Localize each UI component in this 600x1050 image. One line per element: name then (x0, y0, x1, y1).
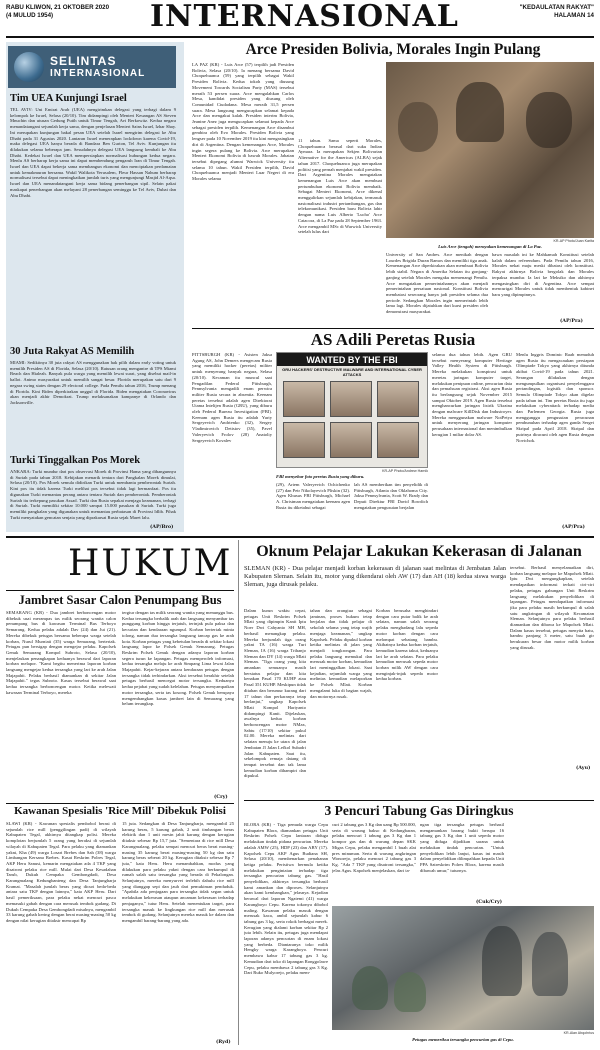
header-rule (6, 36, 594, 38)
arce-photo-credit: KR-AP Photo/Juan Karita (553, 239, 594, 243)
gas-photo-caption: Petugas memeriksa tersangka pencurian gas di Cepu. (412, 1037, 514, 1042)
gas-headline: 3 Pencuri Tabung Gas Diringkus (324, 803, 514, 818)
arce-credit: (AP/Pra) (560, 318, 583, 324)
rusia-photo-caption: FBI menyebar foto peretas Rusia yang diburu. (276, 474, 365, 479)
story-divider (6, 803, 234, 804)
arce-photo (386, 62, 594, 238)
suspect-photo (377, 422, 419, 458)
fbi-subtitle: GRU HACKERS' DESTRUCTIVE MALWARE AND INTERNATIONAL CYBER ATTACKS (282, 367, 422, 377)
section-masthead: INTERNASIONAL (150, 0, 459, 34)
hijri-line: (4 MULUD 1954) (6, 12, 54, 19)
rice-col2: 15 juta. Sedangkan di Desa Tanjungharja, mengambil 25 karung beras, 5 karung gabah, 2 unit timbangan beras elektrik dan 1 unit mesin jahit karung dengan kerugian ditaksir sebesar Rp 15,7 juta. "Sementara di rice mill Desa Karangmalang, pelaku sempat mencuri beras berat masing-masing 35 karung berat masing-masing 50 kg dan satu karung beras seberat 20 kg. Kerugian ditaksir sebesar Rp 7 juta," kata Heru. Heru menambahkan, modus yang dilakukan para pelaku yakni dengan cara berkumpul di rumah salah satu tersangka yang berada di Pekalongan. Selanjutnya, mereka menyurvei terlebih dahulu rice mill yang dianggap sepi dan jauh dari pemukiman penduduk. "Apabila ada penjagaan para tersangka tidak segan untuk melakukan kekerasan ataupun ancaman kekerasan terhadap penjaganya," tutur Heru. Setelah menentukan target, para tersangka masuk ke lingkungan rice mill dan merusak tembok di gudang. Selanjutnya mereka masuk ke dalam dan mengambil barang-barang yang ada. (122, 821, 234, 923)
gas-cylinder-shape (394, 972, 426, 1012)
jambret-col2: tergiur dengan tas milik seorang wanita yang menunggu bus. Kedua tersangka berbalik arah dan langsung menyambar tas punggung korban hingga terjatuh, terinjak pula paksa dan kecurian dan kendaraan ngumpul. Korban berteriak minta tolong, namun dua tersangka langsung tancap gas ke arah kota. Korban petugas yang kebetulan berada di sekitar lokasi langsung lapor ke Polsek Genuk Semarang. Petugas Reskrim Polsek Genuk dengan adanya laporan korban segera turun ke lapangan. Petugas memperoleh informasi, kedua tersangka melaju ke arah Simpang Lima lewat Jalan Majapahit. Kejar-kejaran antara kendaraan petugas dengan tersangka tidak terhindarkan. Aksi tersebut berakhir setelah petugas berhasil mencegat motor tersangka. Keduanya kedua pejabat yang sudah kelelahan. Petugas menyampaikan motor tersangka, serta tas kosong. Polsek Genuk berupaya mengembangkan kasus jambret lain di Semarang yang belum terungkap. (122, 610, 234, 707)
rusia-col3: lah AS memberikan tim penyelidik di Pittsburgh, Atlanta dan Oklahoma City. Jaksa Pennsylvania, Scott W. Brady dan Deputi Direktur FBI David Bowdich mengatakan pengusutan berjalan (354, 482, 428, 510)
rusia-photo-credit: KR-AP Photo/Andrew Harnik (382, 469, 428, 473)
header-date (6, 4, 109, 20)
photo-figure (526, 92, 572, 148)
section-rule (6, 536, 594, 538)
header-paper (520, 4, 594, 20)
suspect-photo (330, 422, 372, 458)
story-headline: 30 Juta Rakyat AS Memilih (10, 346, 135, 357)
hukum-rule (6, 590, 234, 591)
story-body: MIAMI: Sedikitnya 30 juta rakyat AS menggunakan hak pilih dalam early voting untuk memilih Presiden AS di Florida, Selasa (20/10). Ratusan orang mengantre di TPS Miami Beach dan Hialeah. Banyak pula warga yang memilih lewat surat, yang disebut mail-in ballot. Animo masyarakat untuk memilih sangat besar. Florida merupakan satu dari 9 negara swing states dengan 29 electoral college. Pada Pemilu tahun 2016, Trump menang di Florida. Kini Biden diperkirakan unggul di Florida. Biden mengatakan Coronavirus akan menjadi akhir Demokrat. Trump melaksanakan kampanye di Orlando dan Jacksonville. (10, 360, 176, 405)
paper-name: "KEDAULATAN RAKYAT" (519, 4, 594, 11)
suspect-photo (283, 381, 325, 417)
oknum-headline: Oknum Pelajar Lakukan Kekerasan di Jalanan (256, 543, 582, 560)
photo-figure (482, 926, 522, 996)
oknum-lede: SLEMAN (KR) - Dua pelajar menjadi korban kekerasan di jalanan saat melintas di Jembatan Jalan Kabupaten Sleman. Selain itu, motor yang dikendarai oleh AW (17) dan AH (18) kedua siswa warga Sleman, juga dirusak pelaku. (244, 565, 506, 588)
arce-col4: bawa masalah ini ke Mahkamah Konstitusi setelah kalah dalam referendum. Pada Pemilu tahun 2016, Morales nekat maju meski dibatasi oleh konstitusi. Rakyat akhirnya Bolivia bergolak dan Morales terpaksa mundur. Ia lari ke Meksiko dan akhirnya mengasingkan diri di Argentina. Arce sempat mencurigai Morales untuk tidak membentuk kabinet baru yang dipimpinnya. (492, 252, 594, 297)
gas-col3: ngan tiga tersangka petugas berhasil mengamankan barang bukti berupa 16 tabung gas 3 Kg dan 1 unit sepeda motor yang diduga dijadikan sarana untuk melakukan tindak pencurian. "Untuk penyelidikan lebih lanjut, kasus ini masih dalam penyelidikan dilimpahkan kepada Unit PPA Satreskrim Polres Blora, karena masih dibawah umur," tuturnya. (420, 822, 504, 873)
rusia-col1: PITTSBURGH (KR) - Asisten Jaksa Agung AS, John Demers mengecam Rusia yang memiliki hacker (peretas) militer untuk menyerang banyak negara, Selasa (20/10). Kecaman itu muncul saat Pengadilan Federal Pittsburgh, Pennsylvania mengadili enam perwira militer Rusia secara in absentia. Keenam peretas tersebut adalah agen Direktorat Utama Intelijen Rusia (GRU), yang diburu oleh Federal Bureau Investigation (FBI). Keenam agen Rusia itu adalah Yuriy Sergeyevich Andrienko (32), Sergey Vladimirovich Detistov (35), Pavel Valeryevich Frolov (28) Anatoliy Sergeyevich Kovalev (192, 352, 272, 443)
gas-credit: (Cuk/Cry) (476, 899, 503, 905)
page-indicator: HALAMAN 14 (554, 12, 594, 19)
story-headline: Tim UEA Kunjungi Israel (10, 93, 127, 104)
oknum-col4: tersebut. Berhasil menyelamatkan diri, korban langsung melapor ke Mapolsek Mlati. Iptu Dwi mengungkapkan, setelah mendapatkan informasi terkait ciri-ciri pelaku, petugas gabungan Unit Reskrim langsung melakukan penyelidikan di lapangan. Petugas mendapatkan informasi jika para pelaku masih berkumpul di salah satu angkringan di wilayah Kecamatan Sleman. Selanjutnya para pelaku berhasil diamankan dan dibawa ke Mapolsek Mlati. Dalam kasus tersebut, petugas menyita batu, bambu panjang 3 meter, satu buah gir berukuran besar dan motor milik korban yang dirusak. (510, 565, 594, 650)
rice-col1: SLAWI (KR) - Kawanan spesialis pembobol berasi di sejumlah rice mill (penggilingan padi) di wilayah Kabupaten Tegal, akhirnya ditangkap polisi. Mereka komplotan berjumlah 5 orang yang beraksi di sejumlah wilayah di Kabupaten Tegal. Para pelaku yang diamankan yakni, Kha (49) warga Losari Brebes dan Sah (38) warga Limbangan Kersana Brebes. Kasat Reskrim Polres Tegal, AKP Heru Sanusi, kemarin mengatakan ada 4 TKP yang disatroni pelaku rice mill. Mulai dari Desa Kesadahan Tarub, Dukuh Cempaka Gembongdadi, Desa Karangmalang Kedungbanteng dan Desa Tanjungharja Kramat. "Masalah jumlah beras yang dicuri beda-beda antara satu TKP dengan lainnya," kata AKP Heru. Dari hasil pemeriksaan, para pelaku nekat mencuri pasca memasuki gabah dengan cara merusak tembok gudang. Di Dukuh Cempaka Desa Gembongdadi misalnya, mengambil 33 karung gabah kering dengan berat masing-masing 50 kg dengan nilai kerugian ditaksir mencapai Rp (6, 821, 116, 923)
hukum-section-title: HUKUM (68, 543, 233, 584)
rusia-headline: AS Adili Peretas Rusia (310, 330, 476, 349)
story-credit: (AP/Bro) (150, 524, 174, 530)
arce-col1: LA PAZ (KR) - Luis Arce (57) terpilih jadi Presiden Bolivia, Selasa (20/10). Ia menang bersama David Choquehuanca (59) yang terpilih sebagai Wakil Presiden Bolivia. Kedua tokoh yang diusung Movement Towards Socialism Party (MAS) tersebut meraih 53 persen suara. Arce mengalahkan Carlos Mesa, kandidat presiden yang diusung oleh Comunidad Ciudadana. Mesa meraih 31,5 persen suara. Mesa langsung mengucapkan selamat kepada Arce dan mengakui kalah. Presiden interim Bolivia, Jeanine Anez juga mengucapkan selamat kepada Arce sebagai presiden terpilih. Kemenangan Arce disambut gembira oleh Evo Morales. Presiden Bolivia yang lengser pada 10 November 2019 itu kini mengasingkan diri di Argentina. Dengan kemenangan Arce, Morales ingin segera pulang ke Bolivia. Arce merupakan Menteri Ekonomi Bolivia di bawah Morales. Jabatan tersebut dipegang alumni Warwick University itu selama 10 tahun. Wakil Presiden terpilih, David Choquehuanca menjadi Menteri Luar Negeri di era Morales selama (192, 62, 294, 182)
oknum-credit: (Ayu) (576, 765, 591, 771)
suspect-photo (377, 381, 419, 417)
story-divider (244, 800, 594, 801)
arce-photo-caption: Luis Arce (tengah) merayakan kemenangan di La Paz. (438, 244, 542, 249)
rice-credit: (Ryd) (216, 1039, 231, 1045)
oknum-col1: Dalam kurun waktu cepat, petugas Unit Reskrim Polsek Mlati yang dipimpin Kanit Iptu Noer Dwi Cahyanto SH MH, berhasil menangkap pelaku. Mereka berjumlah tiga orang yakni TA (16) warga Turi Sleman, IA (16) warga Trihanjo Sleman dan DY (14) warga Mlati Sleman. "Tiga orang yang kita amankan semuanya masih berstatus pelajar dan kita kenakan Pasal 170 KUHP atau Pasal 351 KUHP. Meskipun tidak ditahan dan berumur kurang dari 17 tahun dan perkaranya tetap berlanjut," ungkap Kapolsek Mlati Kompol Hariyanto didampingi Kanit. Dijelaskan, awalnya kedua korban berboncengan motor NMax, Sabtu (17/10) sekitar pukul 02.00. Mereka melintas dari selatan menuju ke utara di jalan Jembatan Jl Jalan Lefkol Subadri Jalan Kabupaten. Saat itu, sekelompok remaja datang di tempat tersebut dan tak lama kemudian korban dihampiri dan dipukul. (244, 608, 306, 779)
gas-col1: BLORA (KR) - Tiga pemuda warga Cepu Kabupaten Blora, diamankan petugas Unit Reskrim Polsek Cepu lantaran diduga melakukan tindak pidana pencurian. Mereka adalah AMW (25), HDP (23) dan ABY (17). Kapolsek Cepu AKP Agus Budiana SH, Selasa (20/10), membenarkan penahanan ketiga pelaku. Peristiwa bermula ketika melakukan pengintaian terhadap tiga tersangka pencurian tabung gas. "Hasil penyelidikan, akhirnya tersangka berhasil kami amankan dan diproses. Selanjutnya akan kami kembangkan," jelasnya. Kejadian berawal dari laporan Ngatemi (41) warga Karangboyo Cepu. Karena tokonya dibobol maling. Kawanan pelaku masuk dengan merusak kaca, ambil sejumlah kabur 6 tabung gas 3 kg, serta rokok berbagai merek. Kerugian yang dialami korban sekitar Rp 2 juta lebih. Selain itu, petugas juga mendapat laporan adanya pencurian di enam lokasi yang berbeda. Diantaranya toko milik Hengky warga Karangboyo. Pencuri membawa kabur 17 tabung gas 3 kg. Kemudian dari toko di lapangan Ronggolawe Cepu, pelaku membawa 2 tabung gas 3 Kg. Dari Ruko Mulyorejo, pelaku mem- (244, 822, 328, 976)
hukum-section-box (6, 541, 234, 588)
rusia-col2: (29), Artem Valeryevich Ochichenko (27) dan Petr Nikolayevich Pliskin (32). Agen Khusus FBI Pittsburgh, Michael A. Christman mengatakan keenam agen Rusia itu diketahui sebagai (276, 482, 350, 510)
arce-col2: 11 tahun. Sama seperti Morales, Choquehuanca berasal dari suku Indian Aymara. Ia merupakan Sekjen Bolivarian Alternative for the Americas (ALBA) sejak tahun 2017. Choquehuanca juga merupakan politisi yang pernah menjabat wakil presiden. Dari Argentina Morales mengatakan kemenangan Luis Arce akan membuat pertumbuhan ekonomi Bolivia membaik. Sebagai Menteri Ekonomi, Arce dikenal menggulirkan sejumlah kebijakan, termasuk nasionalisasi industri pertambangan, gas dan telekomunikasi. Presiden baru Bolivia lahir dengan nama Luis Alberto 'Lucho' Arce Catacora, di La Paz pada 28 September 1963. Arce mengambil MSc di Warwick University setelah lulus dari (298, 138, 382, 235)
selintas-banner (8, 46, 176, 88)
story-divider (192, 328, 594, 329)
jambret-headline: Jambret Sasar Calon Penumpang Bus (18, 593, 222, 607)
arce-headline: Arce Presiden Bolivia, Morales Ingin Pulang (245, 41, 541, 58)
arce-col3: University of San Andres. Arce menikah dengan Lourdes Brigida Duran Ramos dan memiliki tiga anak. Kemenangan Arce diperkirakan akan membuat Bolivia lebih stabil. Negara di Amerika Selatan itu gonjang-ganjing setelah Morales mengaku memenangi Pemilu. Arce mengatakan pemerintahannya akan menjadi pemerintahan persatuan nasional. Konstitusi Bolivia membatasi seseorang hanya jadi presiden selama dua periode. Sedangkan Morales ingin memerintah lebih lama lagi. Morales dijatuhkan dari kursi presiden oleh demonstrasi masyarakat. (386, 252, 488, 315)
gas-col2: curi 2 tabung gas 3 Kg dan uang Rp 500.000, serta di warung bakso di Kedungbaran, pelaku mencuri 1 tabung gas 3 Kg dan 1 kompor gas dan di warung depan SKK Migas Cepu, pelaku mengambil 1 buah alat pres minuman. Serta di warung angkringan Wonorejo, pelaku mencuri 2 tabung gas 3 Kg. "Ada 7 TKP yang disatroni tersangka," jelas Agus. Kapolsek menjelaskan, dari ta- (332, 822, 416, 873)
selintas-label: SELINTAS (50, 54, 117, 68)
suspect-photo (330, 381, 372, 417)
photo-figure (456, 82, 504, 142)
rice-headline: Kawanan Spesialis 'Rice Mill' Dibekuk Polisi (14, 805, 226, 817)
oknum-col2: tahan dan orangtua sebagai jaminan, proses hukum tetap berjalan dan tidak pelajar di sekolah selama yang tetap wajib menjaga keamanan," ungkap Kapolsek. Pelaku dipukul korban ketika melintas di jalan yang menjadi tongkrongan. Para pelaku langsung memukul dan merusak motor korban, kemudian lari meninggalkan lokasi. Saat kejadian, sejumlah warga yang melintas kemudian melaporkan ke Polsek Mlati. Korban mengalami luka di bagian wajah, dan motornya rusak. (310, 608, 372, 699)
story-body: TEL AVIV: Uni Emirat Arab (UEA) mengirimkan delegasi yang terbagi dalam 9 kelompok ke Israel, Selasa (20/10). Tim didampingi oleh Menteri Keuangan AS Steven Mnuchin dan utusan Gedung Putih untuk Timur Tengah, Avi Berkowitz. Kedua negara menandatangani sejumlah kerja sama, dengan penjelasan Menteri Sains Israel, Izhar Shay. Ini merupakan kunjungan bakal pesan UEA setelah Israel mengirim delegasi ke Abu Dhabi pada 31 Agustus 2020. Lantaran Israel menerapkan lockdown karena Covid-19, maka delegasi UEA hanya berada di Bandara Ben Gurion, Tel Aviv. Kunjungan itu dilakukan selama beberapa jam. Sesudahnya delegasi UEA langsung kembali ke Abu Dhabi. Kedekat Israel dan UEA mempersiapkan normalisasi hubungan kedua negara. Menlu AS berharap kerja sama ini dapat membendung pengaruh Iran di Timur Tengah. Israel dan UEA dapat bekerja sama membangun ekonomi dan menciptakan perdamaian untuk kemakmuran bersama. Wakil Walikota Yerusalem, Fleur Hassan Nahum berharap normalisasi tersebut dapat meningkatkan jumlah turis yang mengunjungi Masjid Al-Aqsa. Israel dan UEA menandatangani kerja sama bidang penerbangan sipil. Selain pakai maskapai penerbangan akan melayani 28 penerbangan seminggu ke Tel Aviv, Dubai dan Abu Dhabi. (10, 107, 176, 198)
story-body: ANKARA: Turki mundur dari pos observasi Morek di Provinsi Hama yang dibangunnya di Suriah pada tahun 2018. Kebijakan menarik tentara dari Pangkalan Morek dimulai, Selasa (20/10). Pos Morek semula didirikan Turki untuk membantu pemberontak Suriah. Kini pos itu tidak karena Turki melihat pos tersebut tidak lagi bermanfaat. Pos itu digunakan Turki memantau perang antara tentara Suriah dan pemberontak. Pemberontak Suriah itu terkepung pasukan Assad. Turki dan Rusia sepakat menjaga keamanan, terbagi di Suriah. Turki memiliki sekitar 10.000 sampai 15.000 pasukan di Suriah. Turki juga memiliki pangkalan yang digunakan untuk memantau perbatasan di Provinsi Idlib. Pihak Turki menyatakan gencatan senjata yang diprakarsai Rusia sejak Maret lalu. (10, 469, 176, 520)
photo-figure (398, 102, 438, 152)
internasional-label: INTERNASIONAL (50, 68, 146, 79)
gas-cylinder-shape (352, 966, 388, 1010)
jambret-credit: (Cry) (214, 794, 228, 800)
story-headline: Turki Tinggalkan Pos Morek (10, 455, 141, 466)
fbi-wanted-poster (276, 352, 428, 468)
gas-photo (332, 906, 594, 1030)
oknum-col3: Korban berusaha menghindari dengan cara putar balik ke arah selatan, namun salah seorang pelaku menghadang lalu sepeda motor korban dengan cara melompat sebatang bambu. Akibatnya kedua korban terjatuh, kemudian karena takut, keduanya lari ke arah selatan. Para pelaku kemudian merusak sepeda motor korban milik AW dengan cara menginjak-injak sepeda motor kedua korban. (376, 608, 438, 682)
rusia-col5: Menlu Inggris Dominic Raab menuduh agen Rusia itu mengacaukan persiapan Olimpiade Tokyo yang akhirnya ditunda akibat Covid-19 pada tahun 2021. Serangan dilakukan dengan mengumpulkan organisasi penyelenggara pertandingan, logistik dan sponsor. Semula Olimpiade Tokyo akan digelar pada tahun ini. Tim peretas Rusia itu juga melakukan cyberattack terhadap media dan Parlemen Georgia. Rusia juga menggunggu pengusutan peracunan pembunuhan terhadap agen ganda Sergei Skripal pada April 2018. Skripal dan putrinya diracuni oleh agen Rusia dengan Novichok. (516, 352, 594, 443)
column-divider (238, 540, 239, 1045)
jambret-col1: SEMARANG (KR) - Dua jambret berboncengan motor dibekuk usai merampas tas milik seorang wanita calon penumpang bus di kawasan Terminal Bus Terboyo Semarang. Kedua pelaku adalah Dav (24) dan Jut (21). Mereka dibekuk petugas bersama beberapa warga setelah korban, Nurul Murniati (35) warga Semarang, berteriak. Petugas pun bersigap dengan mengejar pelaku. Kapolsek Genuk Semarang Kompol Subroto, Selasa (20/10), menjelaskan penangkapan keduanya berawal dari laporan korban melapor. "Kami begitu menerima laporan korban langsung mengejar kedua tersangka yang lari ke arah Jalan Majapahit. Pelaku berhasil diamankan di sekitar Jalan Majapahit." tegas Subroto. Kasus tersebut berawal saat kedua tersangka berboncengan motor. Ketika melewati kawasan Terminal Terboyo, mereka (6, 610, 116, 695)
gas-photo-credit: KR-Alan Abqohrius (563, 1031, 594, 1035)
fbi-wanted-title: WANTED BY THE FBI (277, 353, 427, 366)
globe-icon (14, 52, 44, 82)
suspect-photo (283, 422, 325, 458)
date-line: RABU KLIWON, 21 OKTOBER 2020 (6, 4, 110, 11)
photo-figure (532, 932, 568, 996)
rusia-credit: (AP/Pra) (562, 524, 585, 530)
rusia-col4: selama dua tahun lebih. Agen GRU tersebut menyerang komputer Heritage Valley Health System di Pittsburgh. Mereka melakukan konspirasi untuk meretas jaringan komputer target, melakukan penipuan online, pencurian data dan pemalsuan registrasi. Aksi agen Rusia itu berlangsung sejak November 2015 sampai Oktober 2019. Agen Rusia tersebut menghancurkan jaringan listrik Ukraina dengan malware KillDisk dan Industroyer. Mereka menggunakan malware NotPetya untuk menyerang jaringan komputer perusahaan internasional dan menimbulkan kerugian 1 miliar dolar AS. (432, 352, 512, 437)
